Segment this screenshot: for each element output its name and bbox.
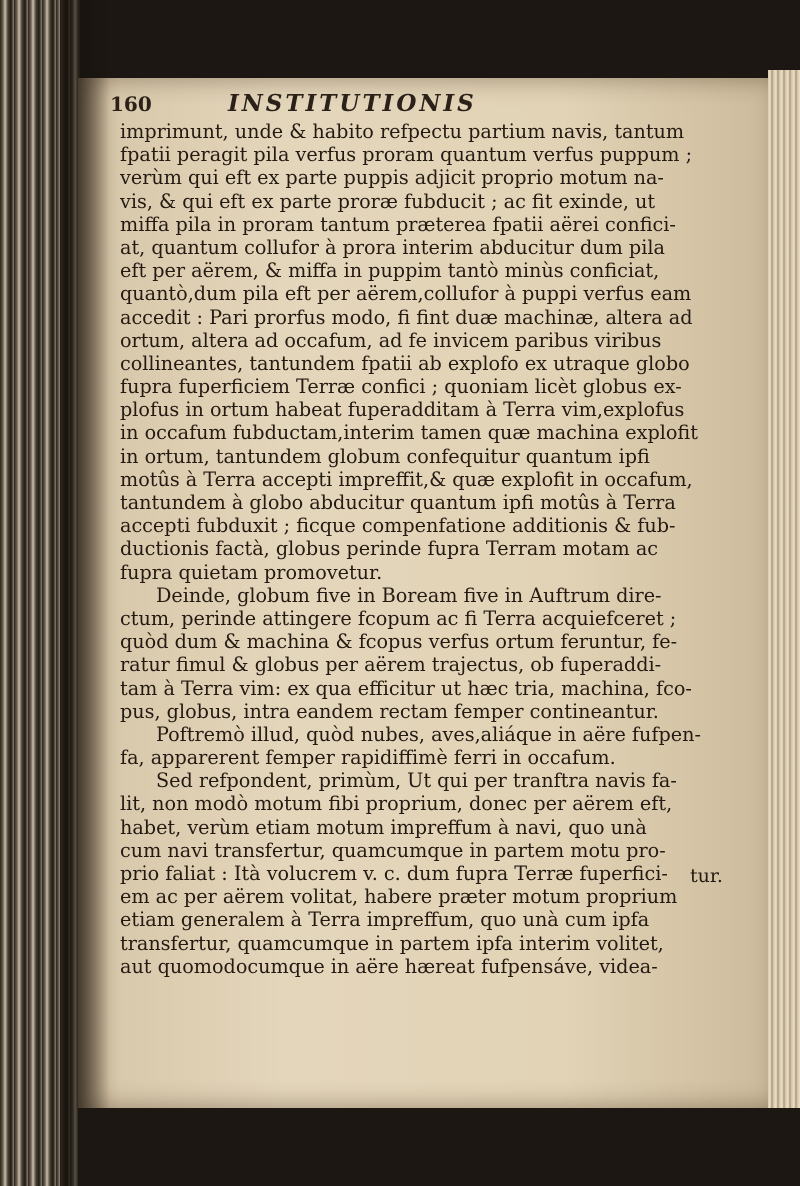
text-line: quantò,dum pila eft per aërem,collufor à puppi verfus eam [120, 282, 692, 306]
text-line: lit, non modò motum fibi proprium, donec per aërem eft, [120, 792, 673, 816]
text-line: in ortum, tantundem globum confequitur quantum ipfi [120, 444, 650, 468]
text-line: collineantes, tantundem fpatii ab explofo ex utraque globo [120, 351, 690, 375]
text-line: fupra quietam promovetur. [120, 560, 383, 584]
background-bottom [78, 1108, 800, 1186]
page-edges [768, 70, 800, 1120]
text-line: vis, & qui eft ex parte proræ fubducit ; ac fit exinde, ut [120, 189, 656, 213]
running-title: INSTITUTIONIS [228, 90, 477, 117]
text-line: prio faliat : Ità volucrem v. c. dum fupra Terræ fuperfici- [120, 862, 668, 885]
body-text [120, 120, 760, 978]
text-line: ratur fimul & globus per aërem trajectus, ob fuperaddi- [120, 653, 662, 677]
text-line: plofus in ortum habeat fuperadditam à Terra vim,explofus [120, 398, 685, 422]
catchword: tur. [690, 865, 723, 887]
text-line: tam à Terra vim: ex qua efficitur ut hæc tria, machina, fco- [120, 676, 692, 700]
text-line: in occafum fubductam,interim tamen quæ machina explofit [120, 421, 698, 445]
text-line: quòd dum & machina & fcopus verfus ortum feruntur, fe- [120, 630, 678, 654]
text-line: Deinde, globum five in Boream five in Auftrum dire- [156, 583, 662, 607]
text-line: accepti fubduxit ; ficque compenfatione additionis & fub- [120, 514, 676, 538]
text-line: tantundem à globo abducitur quantum ipfi motûs à Terra [120, 491, 676, 514]
text-line: ductionis factà, globus perinde fupra Terram motam ac [120, 537, 659, 561]
text-line: habet, verùm etiam motum impreffum à navi, quo unà [120, 815, 647, 839]
text-line: em ac per aërem volitat, habere præter motum proprium [120, 885, 678, 909]
page-header [110, 92, 670, 122]
text-line: fpatii peragit pila verfus proram quantum verfus puppum ; [120, 143, 693, 167]
text-line: etiam generalem à Terra impreffum, quo unà cum ipfa [120, 908, 650, 932]
text-line: accedit : Pari prorfus modo, fi fint duæ machinæ, altera ad [120, 305, 693, 329]
text-line: miffa pila in proram tantum præterea fpatii aërei confici- [120, 212, 676, 236]
text-line: eft per aërem, & miffa in puppim tantò minùs conficiat, [120, 259, 660, 283]
text-line: imprimunt, unde & habito refpectu partium navis, tantum [120, 120, 685, 143]
text-line: cum navi transfertur, quamcumque in partem motu pro- [120, 838, 666, 862]
text-line: aut quomodocumque in aëre hæreat fufpensáve, videa- [120, 954, 658, 978]
text-line: verùm qui eft ex parte puppis adjicit proprio motum na- [120, 166, 664, 190]
text-line: motûs à Terra accepti impreffit,& quæ explofit in occafum, [120, 467, 693, 491]
text-line: fa, apparerent femper rapidiffimè ferri in occafum. [120, 746, 616, 770]
gutter-shadow [60, 0, 110, 1186]
text-line: at, quantum collufor à prora interim abducitur dum pila [120, 235, 665, 259]
text-line: fupra fuperficiem Terræ confici ; quoniam licèt globus ex- [120, 375, 682, 399]
text-line: Sed refpondent, primùm, Ut qui per tranftra navis fa- [156, 769, 677, 793]
text-line: ortum, altera ad occafum, ad fe invicem paribus viribus [120, 328, 662, 352]
text-line: ctum, perinde attingere fcopum ac fi Terra acquiefceret ; [120, 606, 677, 630]
page-number: 160 [110, 92, 152, 116]
text-line: pus, globus, intra eandem rectam femper contineantur. [120, 699, 659, 723]
text-line: transfertur, quamcumque in partem ipfa interim volitet, [120, 931, 664, 955]
text-line: Poftremò illud, quòd nubes, aves,aliáque in aëre fufpen- [156, 722, 701, 746]
